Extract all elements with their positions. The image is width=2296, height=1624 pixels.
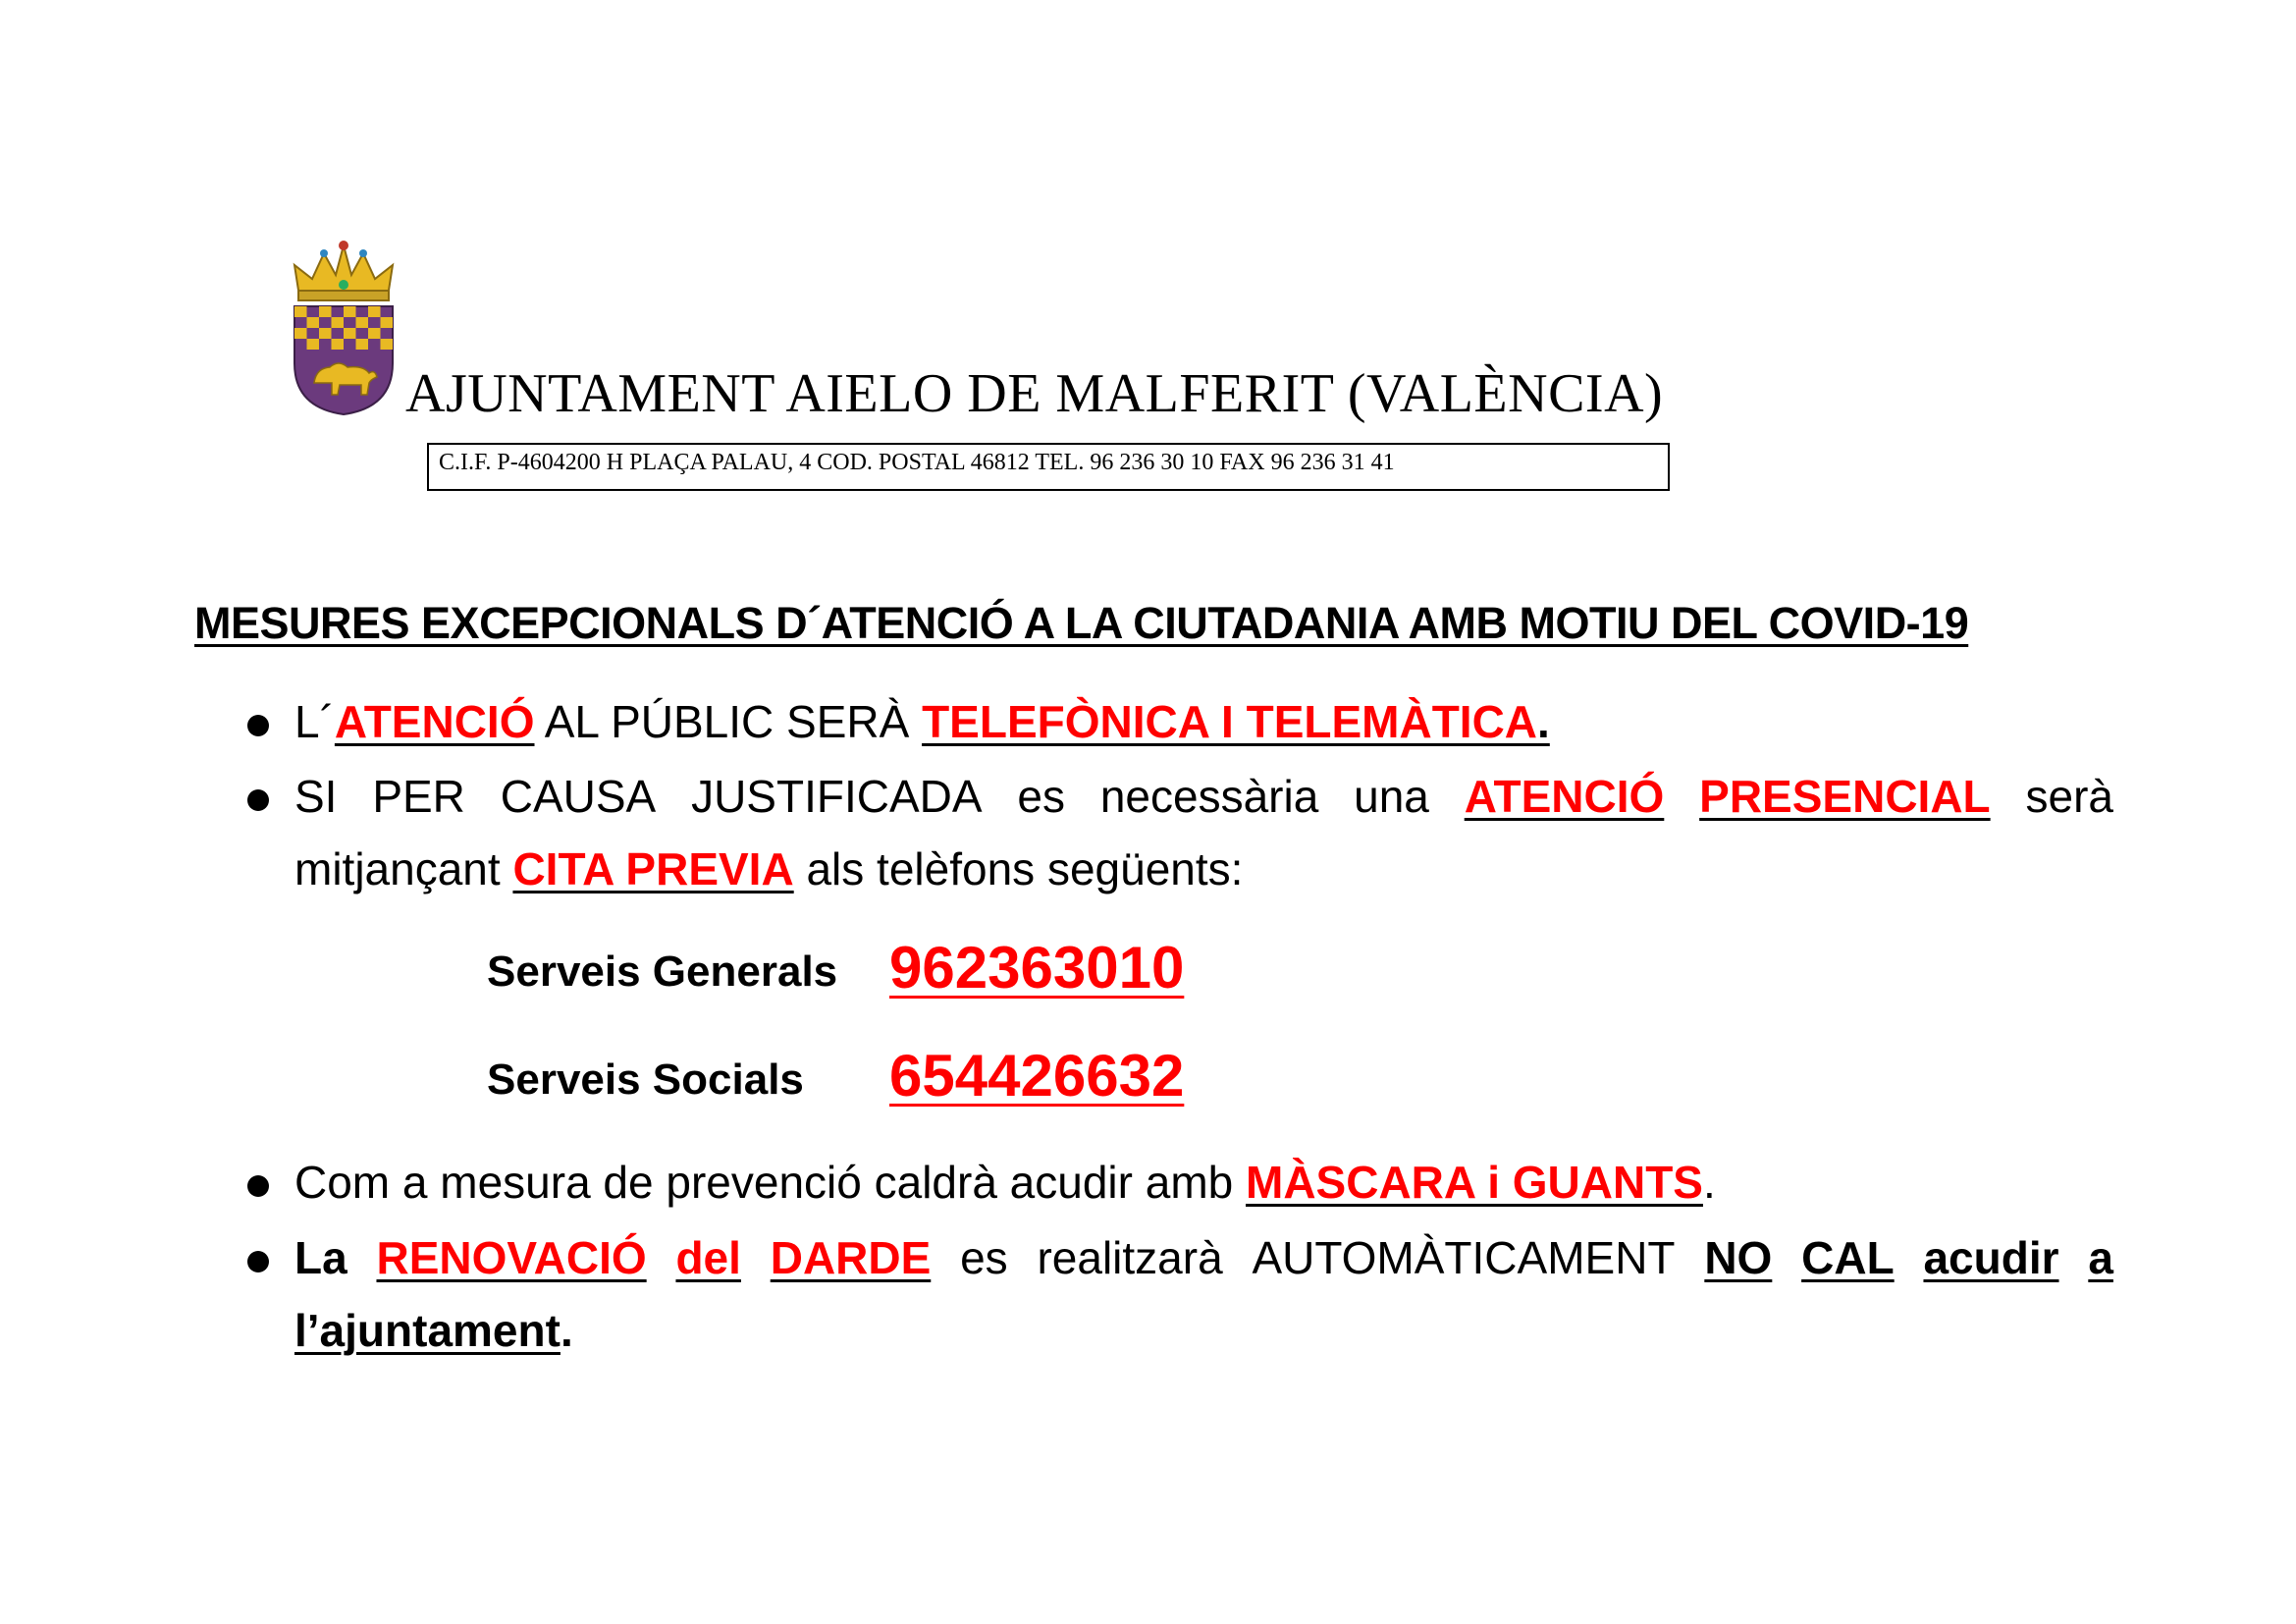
bullet-dot bbox=[247, 1175, 269, 1197]
phone-label-general: Serveis Generals bbox=[487, 947, 838, 996]
notice-heading: MESURES EXCEPCIONALS D´ATENCIÓ A LA CIUTADANIA AMB MOTIU DEL COVID-19 bbox=[194, 598, 1969, 648]
list-item-darde-line1: La RENOVACIÓ del DARDE es realitzarà AUTOMÀTICAMENT NO CAL acudir a bbox=[294, 1232, 2113, 1283]
list-item-attention-mode: L´ATENCIÓ AL PÚBLIC SERÀ TELEFÒNICA I TELEMÀTICA. bbox=[294, 696, 1550, 747]
list-item-darde-line2: l’ajuntament. bbox=[294, 1305, 573, 1356]
list-item-in-person-line2: mitjançant CITA PREVIA als telèfons següents: bbox=[294, 843, 1244, 894]
phone-number-general[interactable]: 962363010 bbox=[889, 935, 1185, 1001]
bullet-dot bbox=[247, 715, 269, 736]
list-item-in-person-line1: SI PER CAUSA JUSTIFICADA es necessària una ATENCIÓ PRESENCIAL serà bbox=[294, 771, 2113, 822]
organization-title: AJUNTAMENT AIELO DE MALFERIT (VALÈNCIA) bbox=[405, 363, 1664, 424]
bullet-dot bbox=[247, 1251, 269, 1272]
contact-info-box: C.I.F. P-4604200 H PLAÇA PALAU, 4 COD. POSTAL 46812 TEL. 96 236 30 10 FAX 96 236 31 41 bbox=[427, 443, 1670, 491]
phone-label-social: Serveis Socials bbox=[487, 1056, 804, 1104]
list-item-prevention: Com a mesura de prevenció caldrà acudir amb MÀSCARA i GUANTS. bbox=[294, 1157, 1716, 1208]
bullet-dot bbox=[247, 789, 269, 811]
phone-number-social[interactable]: 654426632 bbox=[889, 1043, 1185, 1109]
